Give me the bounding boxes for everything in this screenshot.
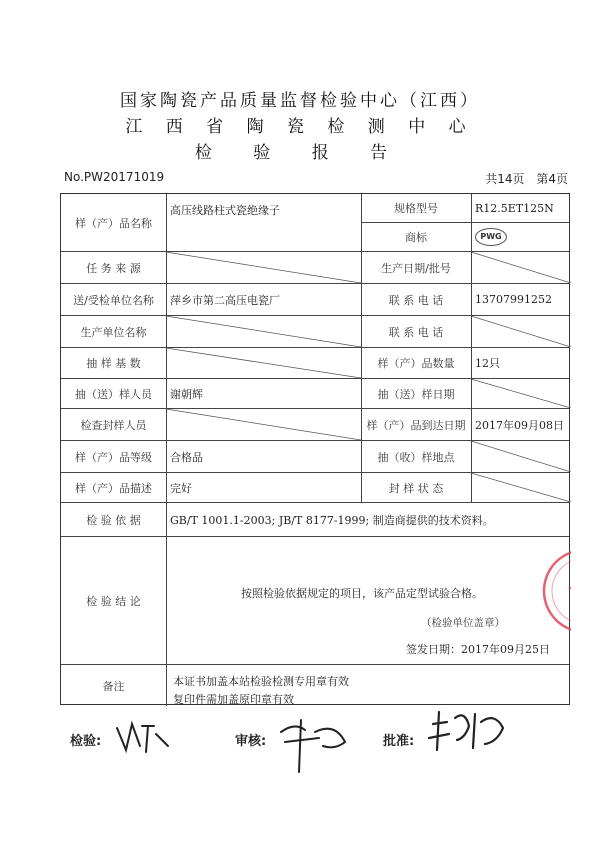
contact-phone-value: 13707991252 — [475, 293, 552, 306]
sender-label: 送/受检单位名称 — [73, 293, 154, 307]
remark-line1: 本证书加盖本站检验检测专用章有效 — [173, 675, 349, 688]
table-row — [61, 664, 569, 706]
sampler-label: 抽（送）样人员 — [75, 387, 152, 401]
inspector-label: 检验: — [70, 734, 102, 749]
remark-label: 备注 — [102, 679, 125, 693]
total-pages: 共14页 — [485, 172, 525, 186]
current-page: 第4页 — [536, 172, 568, 186]
empty-diagonal — [166, 316, 361, 347]
empty-diagonal — [166, 348, 361, 378]
issue-date: 签发日期：2017年09月25日 — [406, 643, 550, 656]
empty-diagonal — [471, 441, 571, 472]
empty-diagonal — [471, 379, 571, 408]
inspector-signature — [112, 716, 172, 756]
brand-label: 商标 — [405, 230, 427, 244]
empty-diagonal — [471, 316, 571, 347]
official-seal-icon — [541, 547, 571, 635]
table-row — [61, 536, 569, 664]
sampler-value: 谢朝辉 — [170, 387, 203, 401]
approver-label: 批准: — [383, 734, 415, 749]
contact-phone2-label: 联 系 电 话 — [388, 325, 444, 339]
basis-value: GB/T 1001.1-2003; JB/T 8177-1999; 制造商提供的技术资料。 — [170, 513, 494, 527]
grade-label: 样（产）品等级 — [75, 450, 152, 464]
page-info — [477, 170, 568, 187]
sample-qty-value: 12只 — [475, 357, 500, 370]
brand-value — [471, 222, 571, 251]
desc-label: 样（产）品描述 — [75, 481, 152, 495]
sealer-label: 检查封样人员 — [80, 418, 147, 432]
remark-line2: 复印件需加盖原印章有效 — [173, 693, 294, 706]
report-number: No.PW20171019 — [64, 170, 165, 184]
table-row — [61, 347, 569, 378]
sample-date-label: 抽（送）样日期 — [377, 387, 455, 401]
conclusion-value: 按照检验依据规定的项目，该产品定型试验合格。 — [241, 587, 483, 600]
production-date-label: 生产日期/批号 — [381, 261, 451, 275]
table-row — [61, 378, 569, 408]
conclusion-cell — [166, 537, 571, 664]
empty-diagonal — [166, 409, 361, 440]
conclusion-label: 检 验 结 论 — [86, 594, 141, 608]
sampling-base-label: 抽 样 基 数 — [86, 357, 141, 370]
table-row — [61, 251, 569, 283]
table-row — [61, 472, 569, 502]
spec-label: 规格型号 — [394, 202, 438, 215]
table-row — [61, 502, 569, 536]
empty-diagonal — [471, 252, 571, 283]
reviewer-signature — [275, 712, 355, 776]
stamp-note: （检验单位盖章） — [421, 617, 505, 629]
location-label: 抽（收）样地点 — [377, 450, 455, 464]
sample-name-label: 样（产）品名称 — [75, 216, 152, 230]
reviewer-label: 审核: — [235, 734, 267, 749]
producer-label: 生产单位名称 — [80, 325, 147, 339]
table-row — [61, 283, 569, 315]
sample-qty-label: 样（产）品数量 — [377, 357, 455, 370]
report-title-line1: 国家陶瓷产品质量监督检验中心（江西） — [120, 91, 480, 111]
contact-phone-label: 联 系 电 话 — [388, 293, 444, 307]
grade-value: 合格品 — [170, 450, 203, 464]
arrival-date-label: 样（产）品到达日期 — [366, 418, 466, 432]
empty-diagonal — [471, 473, 571, 502]
seal-status-label: 封 样 状 态 — [388, 481, 444, 495]
table-row — [61, 315, 569, 347]
empty-diagonal — [166, 252, 361, 283]
table-row — [61, 440, 569, 472]
spec-value: R12.5ET125N — [475, 201, 554, 215]
basis-label: 检 验 依 据 — [86, 513, 141, 527]
arrival-date-value: 2017年09月08日 — [475, 418, 564, 432]
report-title-line3: 检 验 报 告 — [194, 143, 406, 163]
table-row — [61, 408, 569, 440]
approver-signature — [425, 704, 515, 758]
remark-text — [173, 673, 349, 709]
sample-name-value: 高压线路柱式瓷绝缘子 — [170, 204, 280, 217]
task-source-label: 任 务 来 源 — [86, 261, 141, 275]
brand-logo-icon: PWG — [475, 228, 507, 246]
table-row — [61, 194, 569, 251]
sender-value: 萍乡市第二高压电瓷厂 — [170, 293, 280, 307]
report-table — [60, 193, 570, 705]
desc-value: 完好 — [170, 481, 192, 495]
report-title-line2: 江 西 省 陶 瓷 检 测 中 心 — [125, 117, 475, 137]
